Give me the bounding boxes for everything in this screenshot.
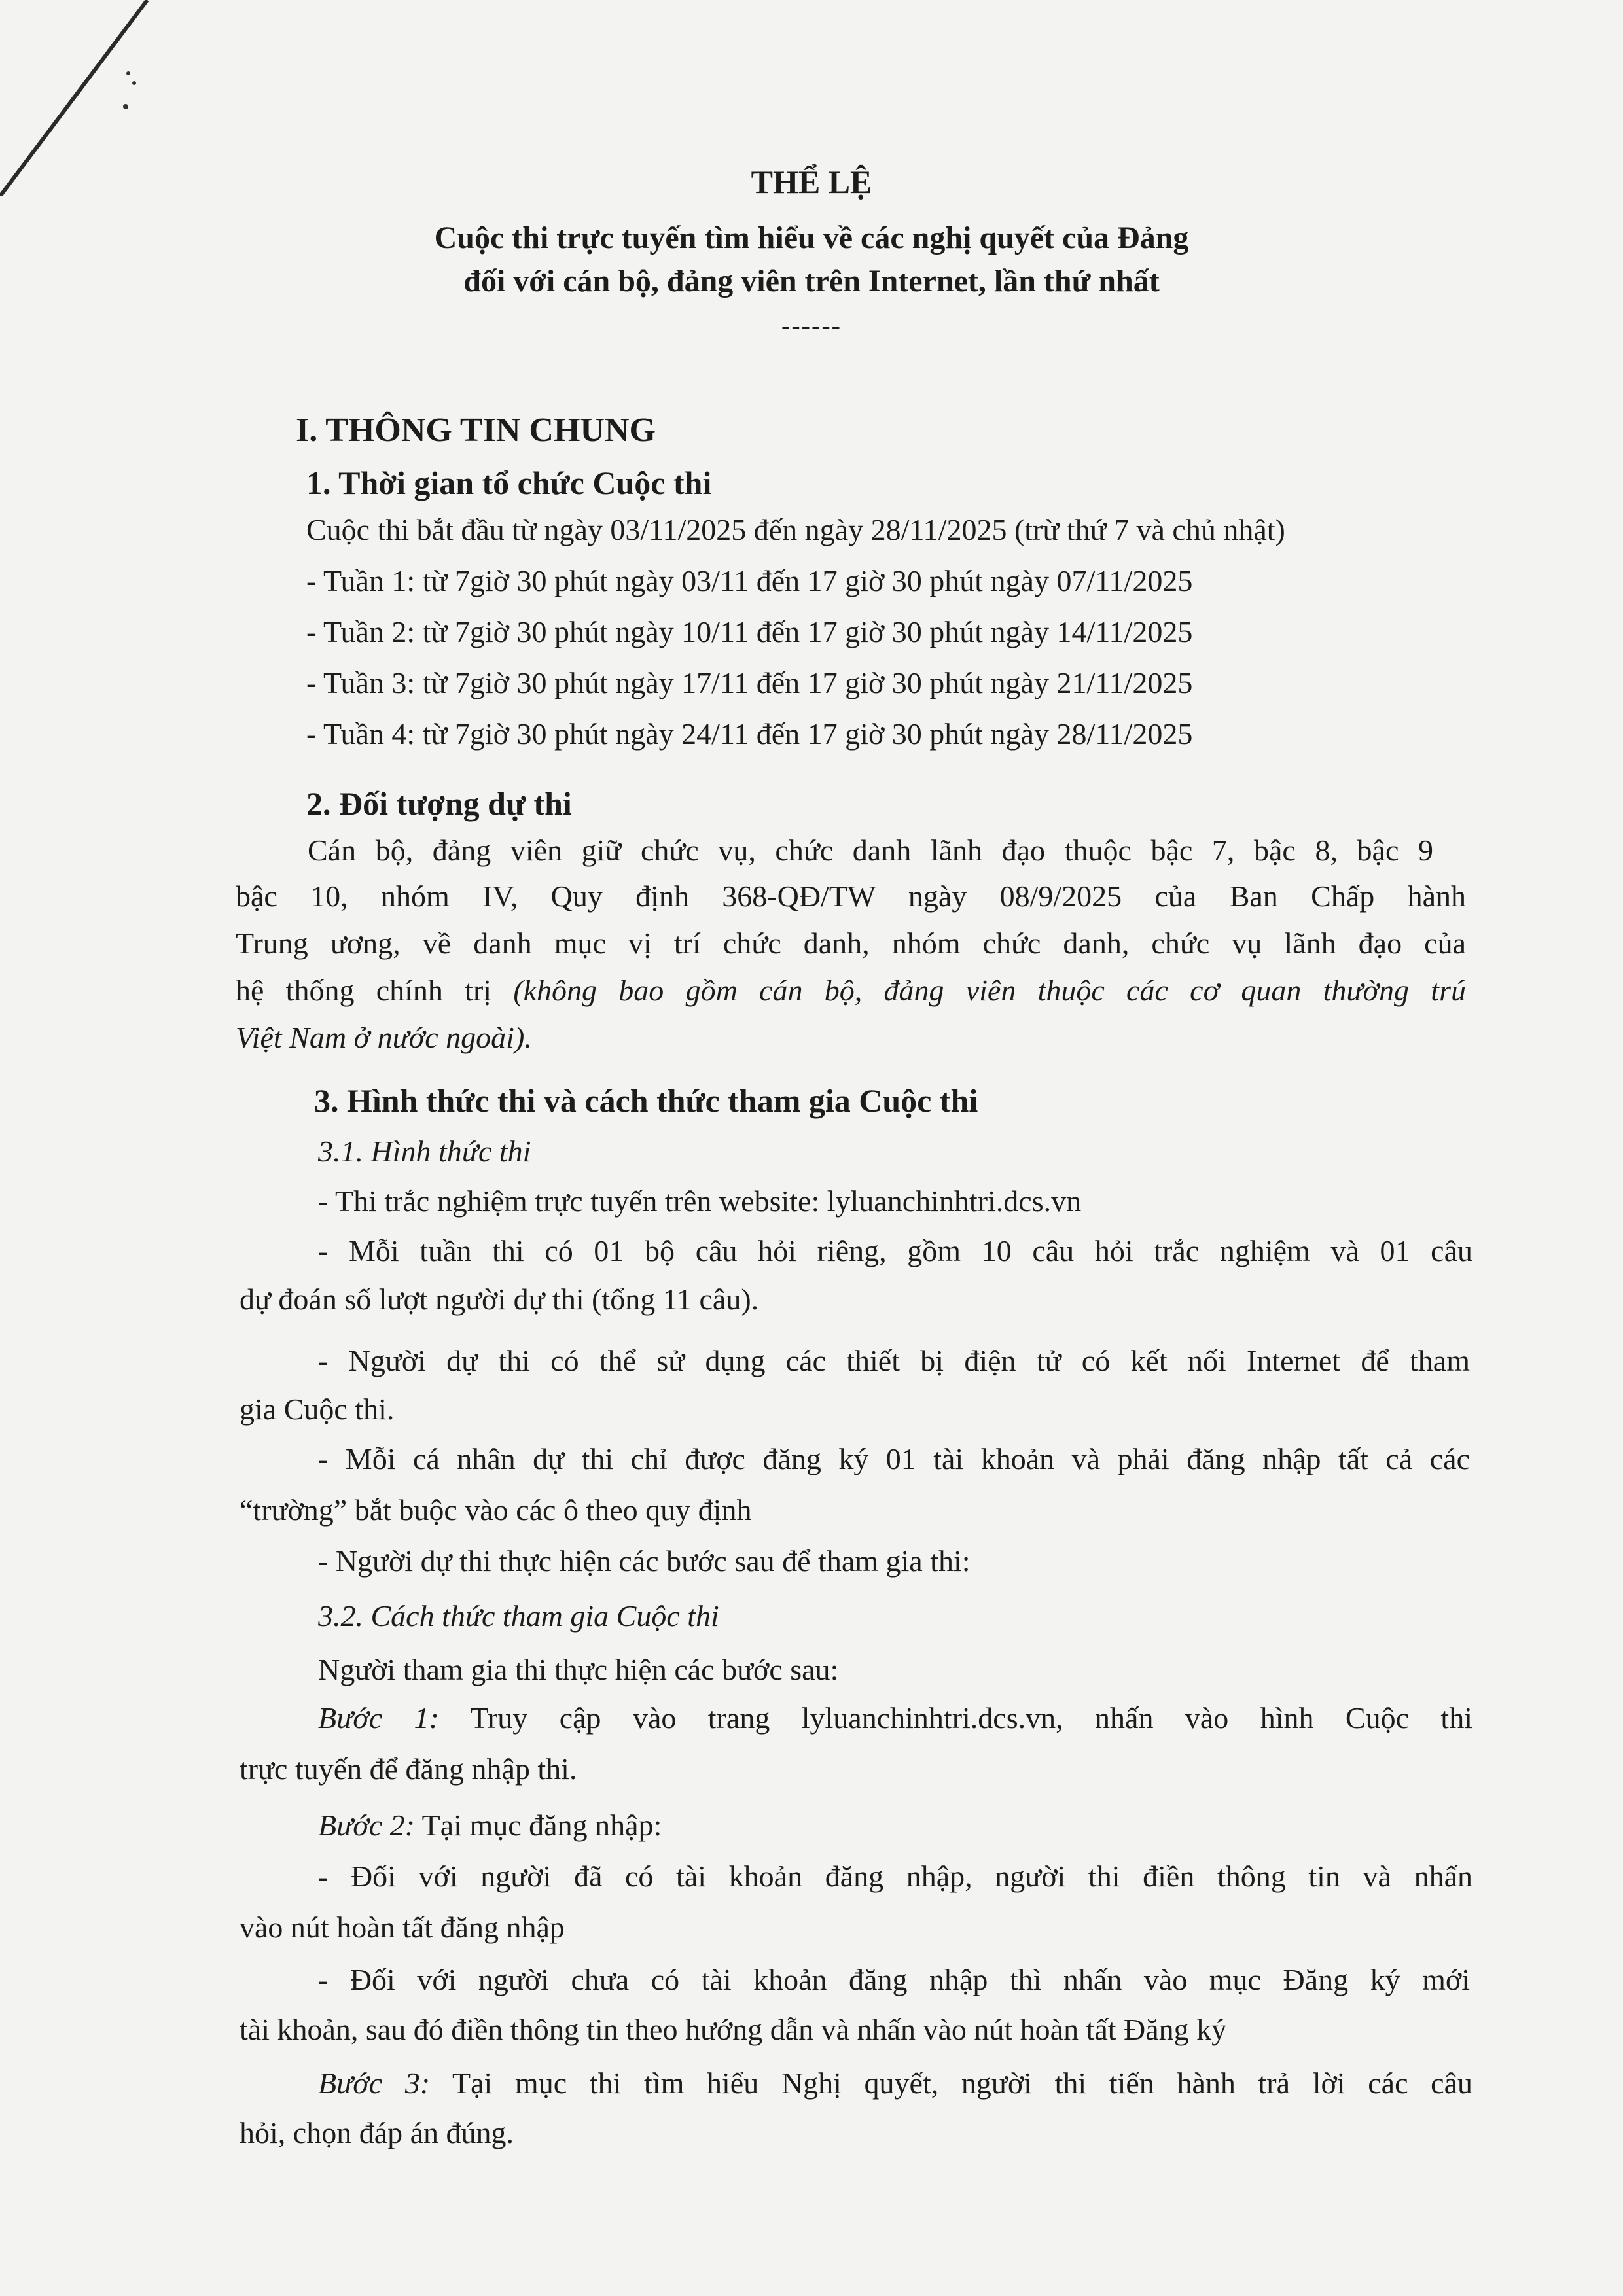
step-2-bullet-1b: vào nút hoàn tất đăng nhập <box>240 1911 565 1944</box>
step-2-label: Bước 2: <box>318 1809 415 1842</box>
step-1-text: Truy cập vào trang lyluanchinhtri.dcs.vn, nhấn vào hình Cuộc thi <box>438 1701 1472 1735</box>
step-3-label: Bước 3: <box>318 2066 431 2100</box>
week-4: - Tuần 4: từ 7giờ 30 phút ngày 24/11 đến 17 giờ 30 phút ngày 28/11/2025 <box>306 717 1193 751</box>
document-subtitle-line2: đối với cán bộ, đảng viên trên Internet, lần thứ nhất <box>463 264 1160 298</box>
step-1-line-b: trực tuyến để đăng nhập thi. <box>240 1752 577 1786</box>
heading-format: 3. Hình thức thi và cách thức tham gia Cuộc thi <box>314 1082 978 1119</box>
step-1-label: Bước 1: <box>318 1701 439 1735</box>
step-2-bullet-1a: - Đối với người đã có tài khoản đăng nhập, người thi điền thông tin và nhấn <box>318 1860 1472 1893</box>
participants-line2: bậc 10, nhóm IV, Quy định 368-QĐ/TW ngày 08/9/2025 của Ban Chấp hành <box>236 879 1466 913</box>
section-heading-general-info: I. THÔNG TIN CHUNG <box>296 412 656 449</box>
title-separator: ------ <box>781 311 842 340</box>
participants-line4-italic: (không bao gồm cán bộ, đảng viên thuộc các cơ quan thường trú <box>513 974 1466 1007</box>
format-bullet-2b: dự đoán số lượt người dự thi (tổng 11 câu). <box>240 1282 759 1316</box>
step-3-line-b: hỏi, chọn đáp án đúng. <box>240 2116 514 2149</box>
format-bullet-2a: - Mỗi tuần thi có 01 bộ câu hỏi riêng, gồm 10 câu hỏi trắc nghiệm và 01 câu <box>318 1234 1472 1267</box>
format-bullet-1: - Thi trắc nghiệm trực tuyến trên website: lyluanchinhtri.dcs.vn <box>318 1184 1082 1218</box>
step-2-text: Tại mục đăng nhập: <box>414 1809 662 1842</box>
participants-line4-plain: hệ thống chính trị <box>236 974 514 1007</box>
format-bullet-3b: gia Cuộc thi. <box>240 1392 395 1426</box>
document-subtitle-line1: Cuộc thi trực tuyến tìm hiểu về các nghị quyết của Đảng <box>434 221 1189 255</box>
heading-participants: 2. Đối tượng dự thi <box>306 785 572 822</box>
format-bullet-3a: - Người dự thi có thể sử dụng các thiết bị điện tử có kết nối Internet để tham <box>318 1344 1470 1377</box>
week-1: - Tuần 1: từ 7giờ 30 phút ngày 03/11 đến 17 giờ 30 phút ngày 07/11/2025 <box>306 564 1193 597</box>
heading-time: 1. Thời gian tổ chức Cuộc thi <box>306 465 712 501</box>
format-bullet-4a: - Mỗi cá nhân dự thi chỉ được đăng ký 01 tài khoản và phải đăng nhập tất cả các <box>318 1442 1470 1475</box>
step-3-line-a <box>318 2064 1472 2103</box>
participants-line4 <box>236 971 1466 1010</box>
document-title: THỂ LỆ <box>751 164 872 200</box>
step-2-bullet-2a: - Đối với người chưa có tài khoản đăng nhập thì nhấn vào mục Đăng ký mới <box>318 1963 1470 1996</box>
step-2-bullet-2b: tài khoản, sau đó điền thông tin theo hướng dẫn và nhấn vào nút hoàn tất Đăng ký <box>240 2013 1227 2046</box>
subheading-format: 3.1. Hình thức thi <box>318 1135 531 1168</box>
subheading-participation: 3.2. Cách thức tham gia Cuộc thi <box>318 1599 719 1633</box>
step-3-text: Tại mục thi tìm hiểu Nghị quyết, người thi tiến hành trả lời các câu <box>430 2066 1472 2100</box>
step-2-line <box>318 1806 662 1845</box>
participants-line5: Việt Nam ở nước ngoài). <box>236 1021 532 1054</box>
step-1-line-a <box>318 1699 1472 1738</box>
participation-intro: Người tham gia thi thực hiện các bước sau: <box>318 1653 839 1686</box>
format-bullet-4b: “trường” bắt buộc vào các ô theo quy định <box>240 1493 752 1527</box>
time-intro: Cuộc thi bắt đầu từ ngày 03/11/2025 đến ngày 28/11/2025 (trừ thứ 7 và chủ nhật) <box>306 513 1285 546</box>
week-3: - Tuần 3: từ 7giờ 30 phút ngày 17/11 đến 17 giờ 30 phút ngày 21/11/2025 <box>306 666 1193 699</box>
week-2: - Tuần 2: từ 7giờ 30 phút ngày 10/11 đến 17 giờ 30 phút ngày 14/11/2025 <box>306 615 1193 648</box>
participants-line1: Cán bộ, đảng viên giữ chức vụ, chức danh lãnh đạo thuộc bậc 7, bậc 8, bậc 9 <box>308 834 1433 867</box>
format-bullet-5: - Người dự thi thực hiện các bước sau để tham gia thi: <box>318 1544 971 1578</box>
participants-line3: Trung ương, về danh mục vị trí chức danh, nhóm chức danh, chức vụ lãnh đạo của <box>236 927 1466 960</box>
